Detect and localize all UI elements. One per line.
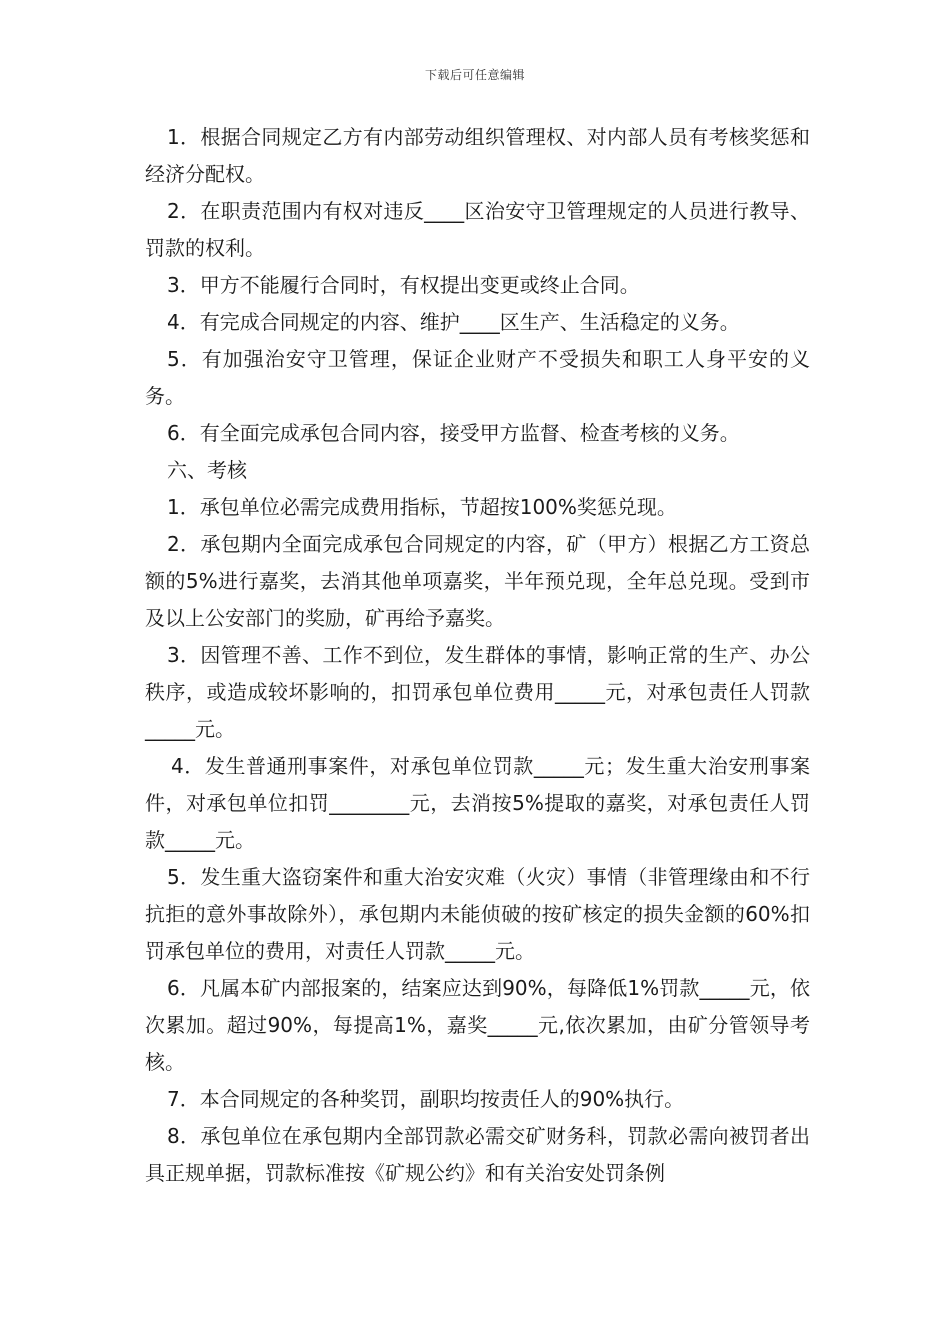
page-header: 下载后可任意编辑 <box>424 68 525 82</box>
paragraph-assessment-7: 7．本合同规定的各种奖罚，副职均按责任人的90%执行。 <box>167 1087 685 1111</box>
paragraph-rights-3: 3．甲方不能履行合同时，有权提出变更或终止合同。 <box>167 273 640 297</box>
paragraph-assessment-6: 6．凡属本矿内部报案的，结案应达到90%，每降低1%罚款_____元，依次累加。超过90%，每提高1%，嘉奖_____元,依次累加，由矿分管领导考核。 <box>145 976 810 1074</box>
paragraph-assessment-4: 4．发生普通刑事案件，对承包单位罚款_____元；发生重大治安刑事案件，对承包单位扣罚________元，去消按5%提取的嘉奖，对承包责任人罚款_____元。 <box>145 754 810 852</box>
paragraph-rights-2: 2．在职责范围内有权对违反____区治安守卫管理规定的人员进行教导、罚款的权利。 <box>145 199 810 260</box>
paragraph-duty-6: 6．有全面完成承包合同内容，接受甲方监督、检查考核的义务。 <box>167 421 740 445</box>
paragraph-rights-1: 1．根据合同规定乙方有内部劳动组织管理权、对内部人员有考核奖惩和经济分配权。 <box>145 125 810 186</box>
paragraph-assessment-2: 2．承包期内全面完成承包合同规定的内容，矿（甲方）根据乙方工资总额的5%进行嘉奖，去消其他单项嘉奖，半年预兑现，全年总兑现。受到市及以上公安部门的奖励，矿再给予嘉奖。 <box>145 532 810 630</box>
paragraph-duty-4: 4．有完成合同规定的内容、维护____区生产、生活稳定的义务。 <box>167 310 740 334</box>
paragraph-assessment-5: 5．发生重大盗窃案件和重大治安灾难（火灾）事情（非管理缘由和不行抗拒的意外事故除外），承包期内未能侦破的按矿核定的损失金额的60%扣罚承包单位的费用，对责任人罚款_____元。 <box>145 865 810 963</box>
paragraph-assessment-1: 1．承包单位必需完成费用指标，节超按100%奖惩兑现。 <box>167 495 677 519</box>
document-body <box>145 119 810 1192</box>
paragraph-assessment-8: 8．承包单位在承包期内全部罚款必需交矿财务科，罚款必需向被罚者出具正规单据，罚款标准按《矿规公约》和有关治安处罚条例 <box>145 1124 810 1185</box>
paragraph-duty-5: 5．有加强治安守卫管理，保证企业财产不受损失和职工人身平安的义务。 <box>145 347 810 408</box>
section-heading-assessment: 六、考核 <box>167 458 247 482</box>
paragraph-assessment-3: 3．因管理不善、工作不到位，发生群体的事情，影响正常的生产、办公秩序，或造成较坏影响的，扣罚承包单位费用_____元，对承包责任人罚款_____元。 <box>145 643 810 741</box>
